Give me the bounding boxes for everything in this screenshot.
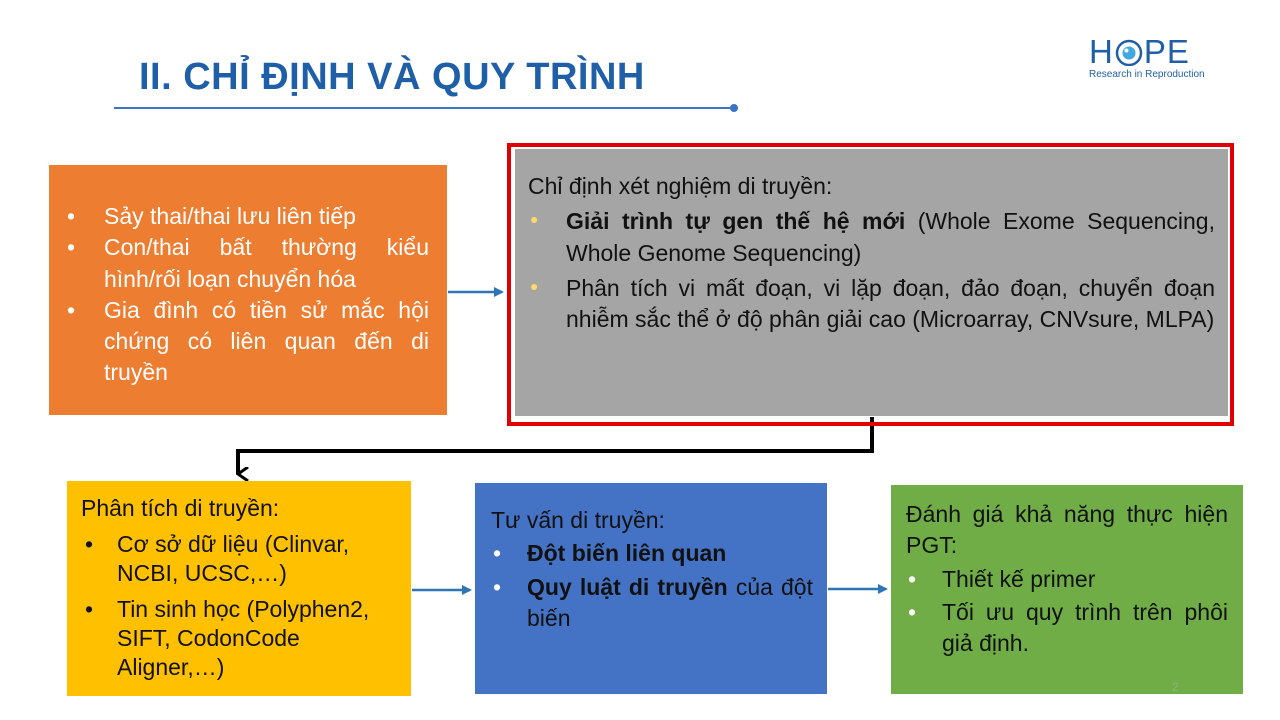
slide-number: 2 <box>1172 680 1179 694</box>
bullet-icon: ● <box>530 277 539 294</box>
list-item: • Gia đình có tiền sử mắc hội chứng có liên quan đến di truyền <box>67 296 429 386</box>
bullet-icon: • <box>908 598 917 625</box>
logo-letters-left: H <box>1089 33 1114 70</box>
logo-letters-right: PE <box>1143 33 1190 70</box>
box-heading: Chỉ định xét nghiệm di truyền: <box>528 173 833 199</box>
genetic-analysis-box <box>67 481 411 696</box>
bullet-icon: • <box>493 540 502 567</box>
list-item: • Tin sinh học (Polyphen2, SIFT, CodonCode Aligner,…) <box>85 595 370 681</box>
box-heading: Đánh giá khả năng thực hiện PGT: <box>906 501 1228 559</box>
list-item: • Thiết kế primer <box>906 564 1228 595</box>
bullet-icon: • <box>67 296 76 323</box>
list-item: • Cơ sở dữ liệu (Clinvar, NCBI, UCSC,…) <box>85 531 350 587</box>
bullet-icon: • <box>493 573 502 600</box>
list-item: • Quy luật di truyền của đột biến <box>493 573 813 631</box>
indication-symptoms-box <box>49 165 447 415</box>
page-title: II. CHỈ ĐỊNH VÀ QUY TRÌNH <box>139 56 645 98</box>
list-item: • Đột biến liên quan <box>491 538 813 569</box>
box-heading: Tư vấn di truyền: <box>491 507 665 533</box>
bullet-icon: • <box>85 531 94 558</box>
box-heading: Phân tích di truyền: <box>81 495 280 521</box>
bullet-icon: • <box>908 565 917 592</box>
pgt-feasibility-box <box>891 485 1243 694</box>
bullet-icon: • <box>67 203 76 229</box>
list-item: • Con/thai bất thường kiểu hình/rối loạn chuyển hóa <box>67 234 429 292</box>
list-item: ● Giải trình tự gen thế hệ mới (Whole Exome Sequencing, Whole Genome Sequencing) <box>530 208 1215 266</box>
genetic-counseling-box <box>475 483 827 694</box>
bullet-icon: ● <box>530 211 539 228</box>
logo-subtitle: Research in Reproduction <box>1089 69 1205 80</box>
bullet-icon: • <box>85 595 94 622</box>
list-item: • Tối ưu quy trình trên phôi giả định. <box>908 598 1228 657</box>
genetic-test-indication-box <box>515 149 1228 416</box>
list-item: ● Phân tích vi mất đoạn, vi lặp đoạn, đảo đoạn, chuyển đoạn nhiễm sắc thể ở độ phân giải cao (Microarray, CNVsure, MLPA) <box>530 274 1215 333</box>
bullet-icon: • <box>67 234 76 261</box>
list-item: • Sảy thai/thai lưu liên tiếp <box>57 201 429 232</box>
